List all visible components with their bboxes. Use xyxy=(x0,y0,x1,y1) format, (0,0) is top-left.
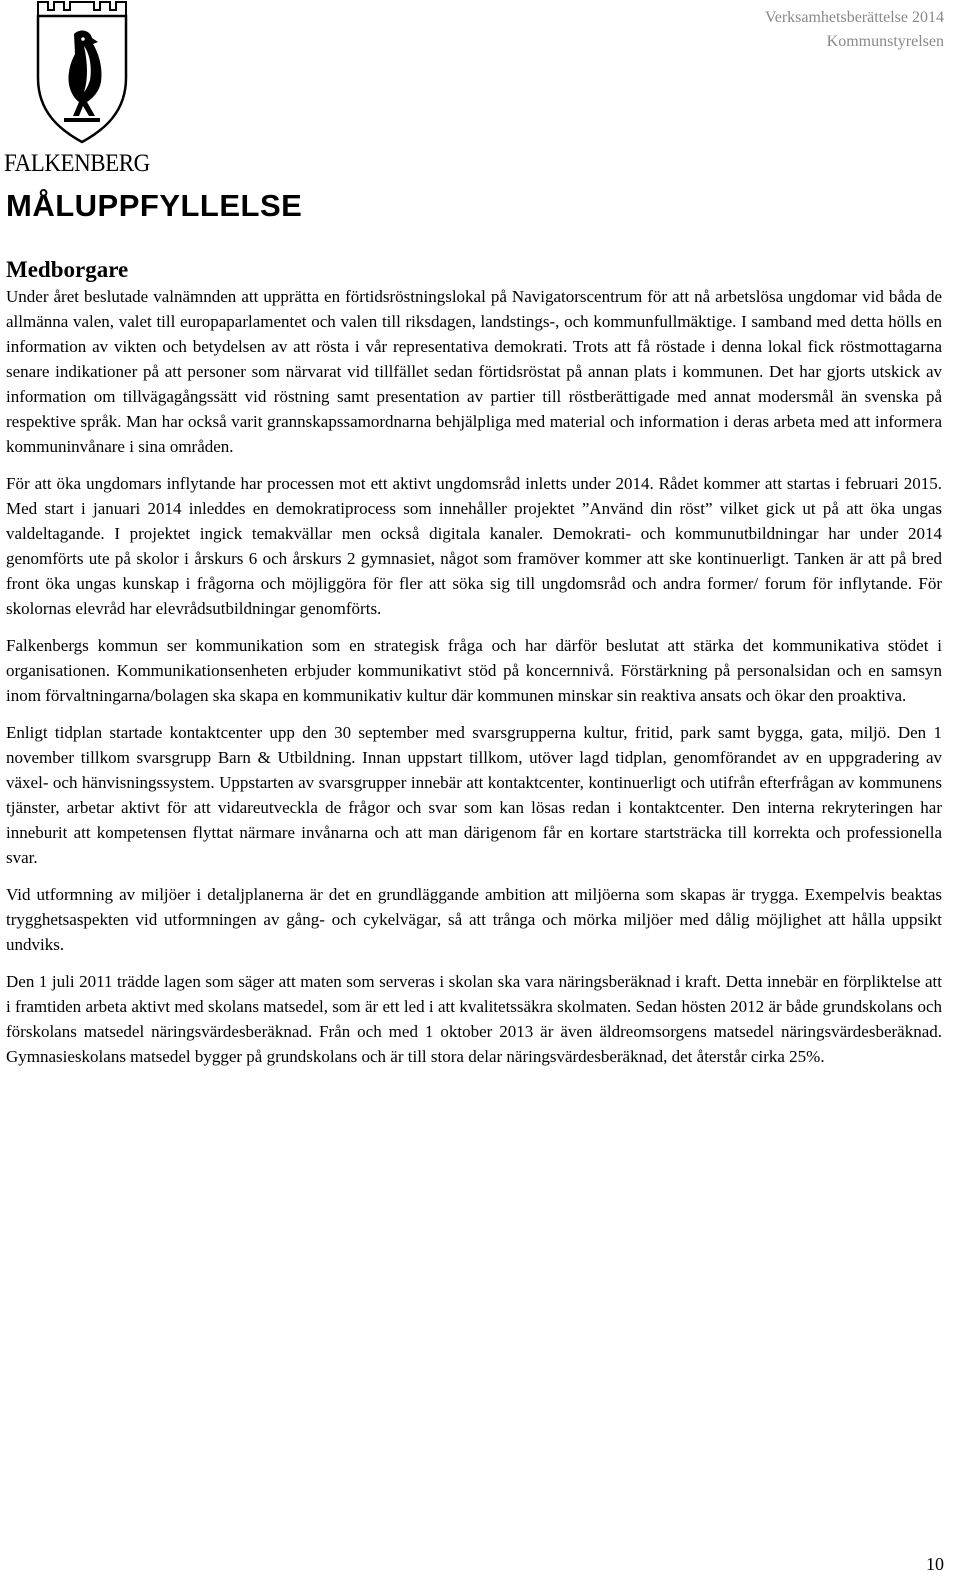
section-title: Medborgare xyxy=(6,257,129,282)
department-name: Kommunstyrelsen xyxy=(826,33,944,50)
paragraph: Falkenbergs kommun ser kommunikation som en strategisk fråga och har därför beslutat att stärka det kommunikativa stödet i organisationen. Kommunikationsenheten erbjuder kommunikativt stöd på koncernnivå. Förstärkning på personalsidan och en samsyn inom förvaltningarna/bolagen ska skapa en kommunikativ kultur där kommunen minskar sin reaktiva ansats och ökar den proaktiva. xyxy=(6,636,942,705)
paragraph: Under året beslutade valnämnden att upprätta en förtidsröstningslokal på Navigatorscentrum för att nå arbetslösa ungdomar vid båda de allmänna valen, valet till europaparlamentet och valen till riksdagen, landstings-, och kommunfullmäktige. I samband med detta hölls en information av vikten och betydelsen av att rösta i vår representativa demokrati. Trots att få röstade i denna lokal fick röstmottagarna senare indikationer på att personer som närvarat vid tillfället sedan förtidsröstat på annan plats i kommunen. Det har gjorts utskick av information om tillvägagångssätt vid röstning samt presentation av partier till röstberättigade med annat modersmål än svenska på respektive språk. Man har också varit grannskapssamordnarna behjälpliga med material och information i deras arbeta med att informera kommuninvånare i sina områden. xyxy=(6,287,942,456)
paragraph: För att öka ungdomars inflytande har processen mot ett aktivt ungdomsråd inletts under 2014. Rådet kommer att startas i februari 2015. Med start i januari 2014 inleddes en demokratiprocess som innehåller projektet ”Använd din röst” vilket gick ut på att öka ungas valdeltagande. I projektet ingick temakvällar men också digitala kanaler. Demokrati- och kommunutbildningar har under 2014 genomförts ute på skolor i årskurs 6 och årskurs 2 gymnasiet, något som framöver kommer att ske kontinuerligt. Tanken är att på bred front öka ungas kunskap i frågorna och möjliggöra för fler att söka sig till ungdomsråd och andra former/ forum för inflytande. För skolornas elevråd har elevrådsutbildningar genomförts. xyxy=(6,474,942,618)
paragraph: Den 1 juli 2011 trädde lagen som säger att maten som serveras i skolan ska vara näringsberäknad i kraft. Detta innebär en förpliktelse att i framtiden arbeta aktivt med skolans matsedel, som är ett led i att kvalitetssäkra skolmaten. Sedan hösten 2012 är både grundskolans och förskolans matsedel näringsvärdesberäknad. Från och med 1 oktober 2013 är även äldreomsorgens matsedel näringsvärdesberäknad. Gymnasieskolans matsedel bygger på grundskolans och är till stora delar näringsvärdesberäknad, det återstår cirka 25%. xyxy=(6,972,942,1066)
falcon-crest-icon xyxy=(36,0,128,146)
paragraph: Enligt tidplan startade kontaktcenter upp den 30 september med svarsgrupperna kultur, fritid, park samt bygga, gata, miljö. Den 1 november tillkom svarsgrupp Barn & Utbildning. Innan uppstart tillkom, utöver lagd tidplan, genomförandet av en uppgradering av växel- och hänvisningssystem. Uppstarten av svarsgrupper innebär att kontaktcenter, kontinuerligt och utifrån efterfrågan av kommunens tjänster, arbetar aktivt för att vidareutveckla de frågor och svar som kan lösas redan i kontaktcenter. Den interna rekryteringen har inneburit att kompetensen flyttat närmare invånarna och att man därigenom får en kortare startsträcka till korrekta och professionella svar. xyxy=(6,723,942,867)
document-title: Verksamhetsberättelse 2014 xyxy=(764,9,944,26)
page-number: 10 xyxy=(926,1554,944,1574)
logo-wordmark: FALKENBERG xyxy=(4,150,150,177)
section-content xyxy=(6,256,942,1081)
paragraph: Vid utformning av miljöer i detaljplanerna är det en grundläggande ambition att miljöerna som skapas är trygga. Exempelvis beaktas trygghetsaspekten vid utformningen av gång- och cykelvägar, så att trånga och mörka miljöer med dålig möjlighet att hålla uppsikt undviks. xyxy=(6,885,942,954)
municipality-logo xyxy=(4,0,160,178)
page-heading: MÅLUPPFYLLELSE xyxy=(6,188,303,223)
document-header xyxy=(765,6,944,54)
